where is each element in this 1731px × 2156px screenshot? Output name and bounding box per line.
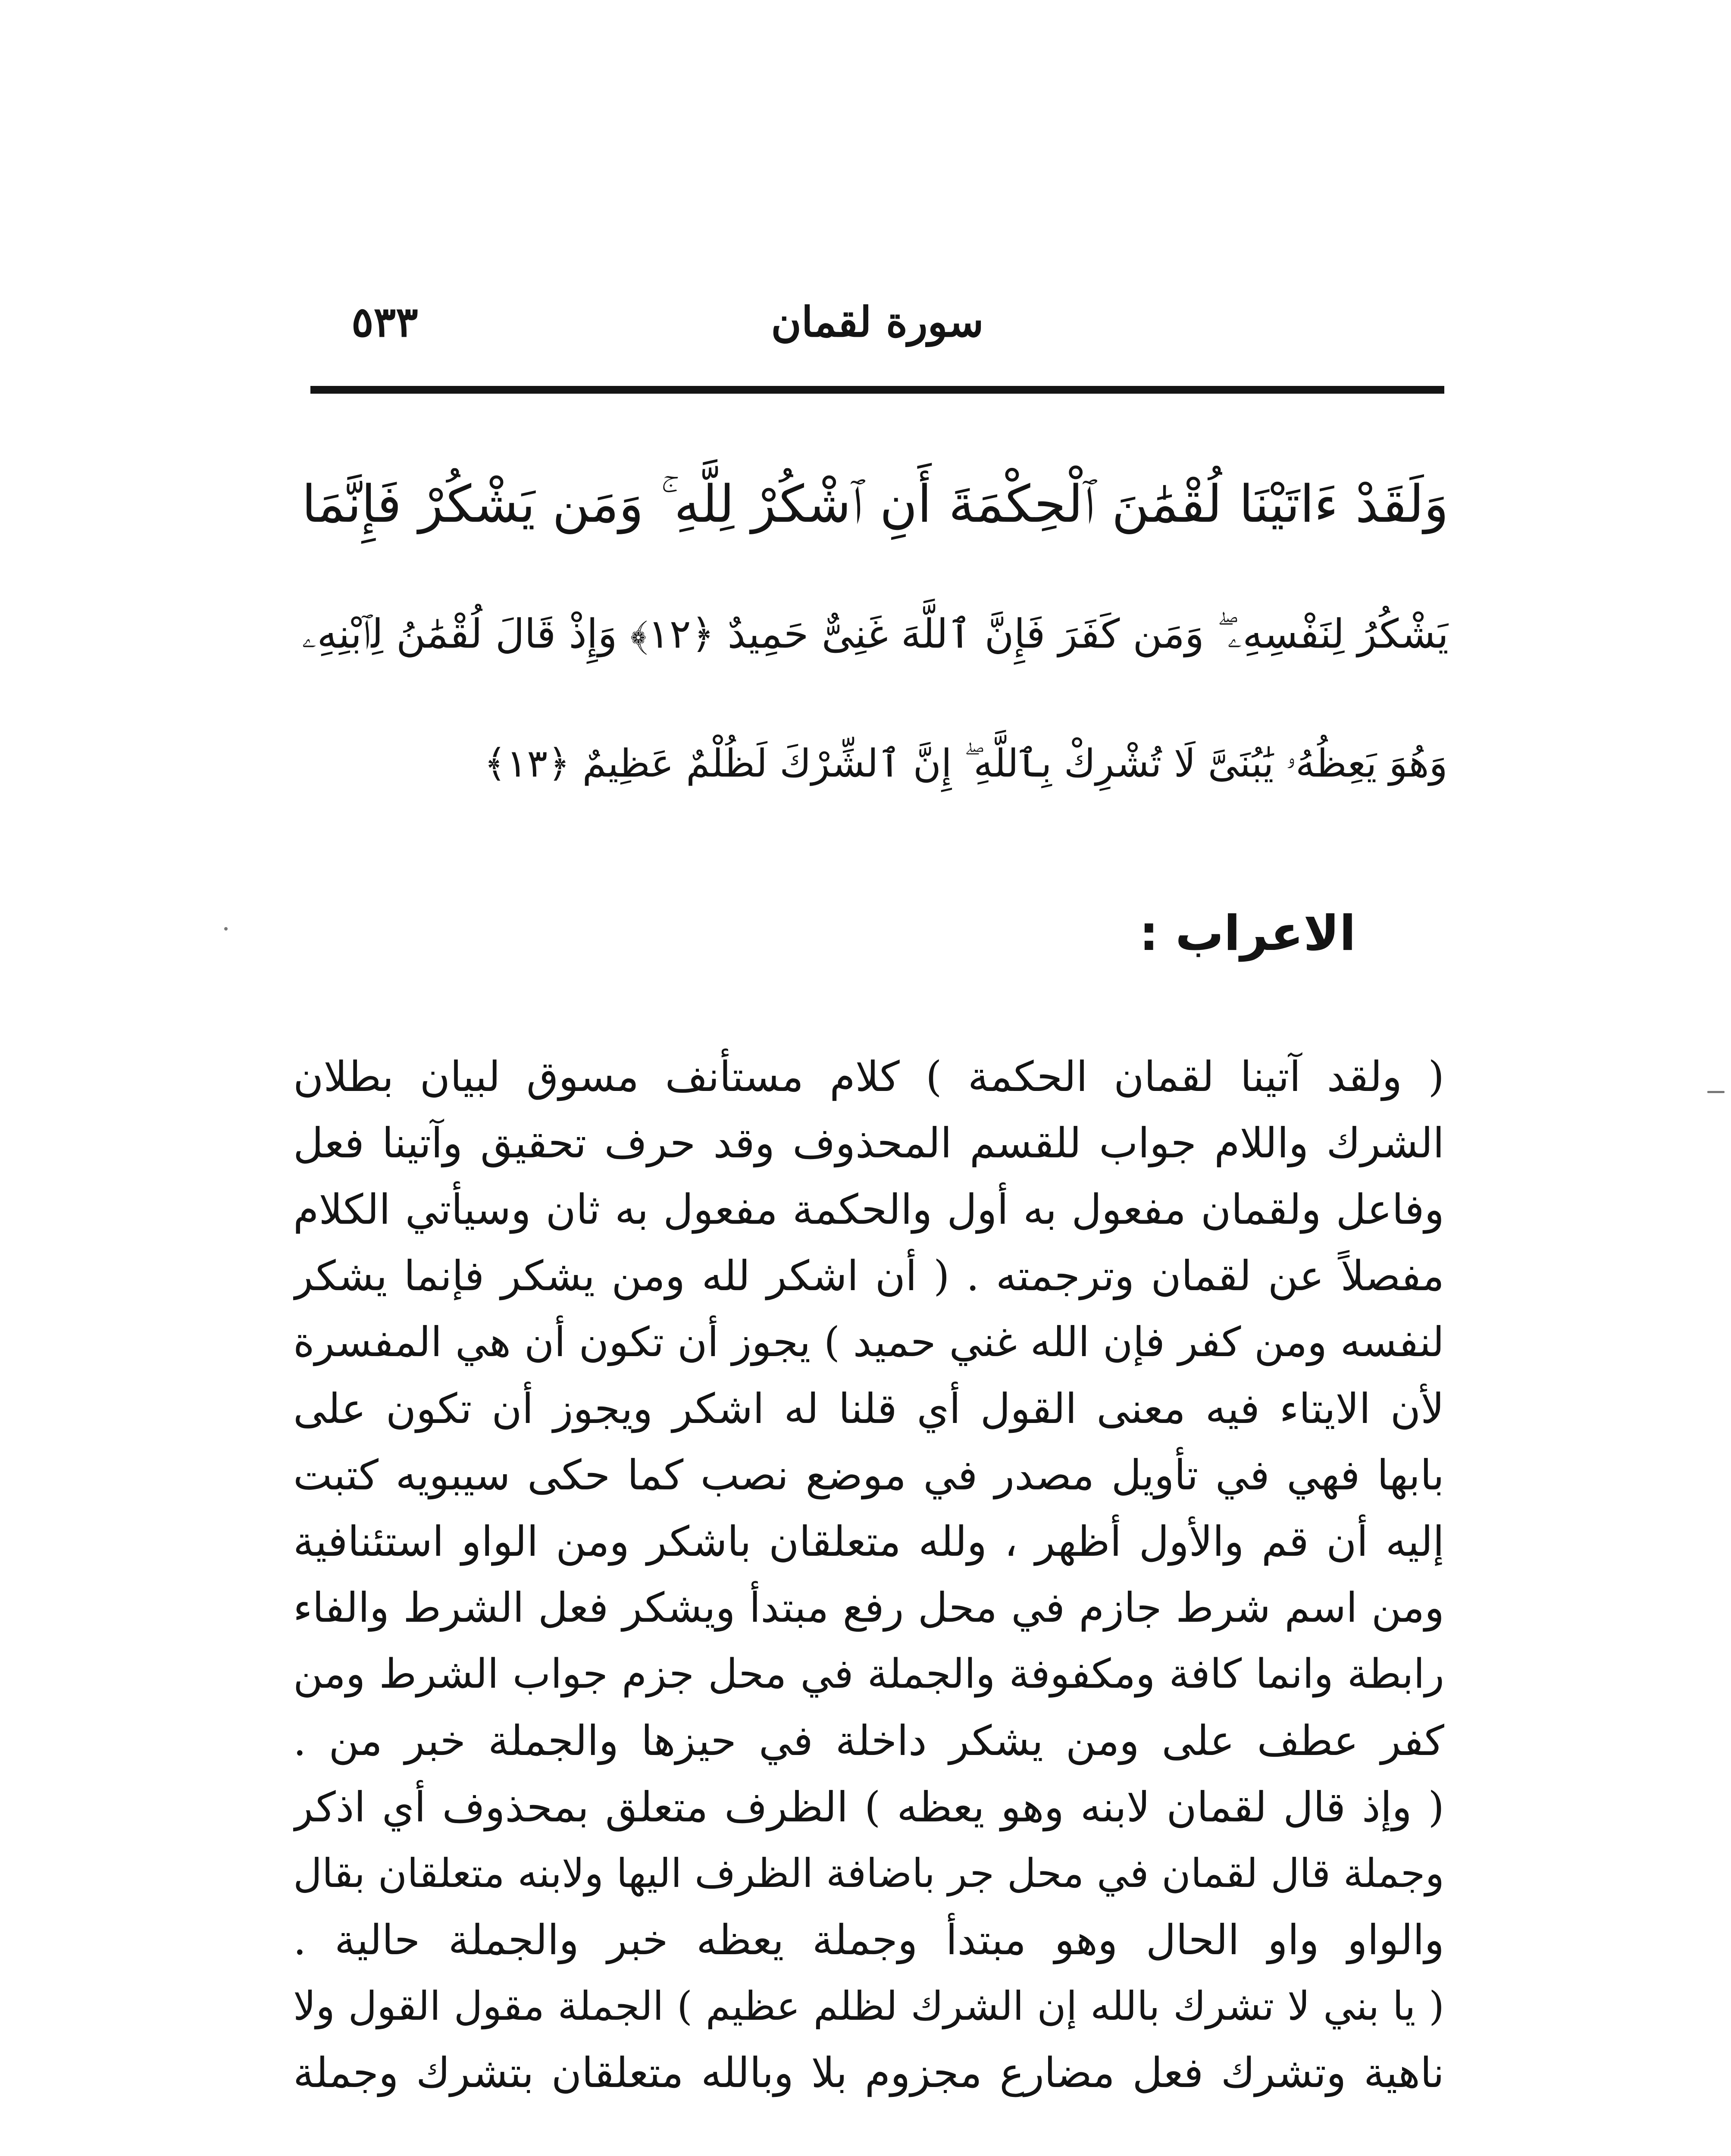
commentary-line: كفر عطف على ومن يشكر داخلة في حيزها والجملة خبر من . [293,1717,1444,1765]
commentary-line: لنفسه ومن كفر فإن الله غني حميد ) يجوز أن تكون أن هي المفسرة [293,1319,1444,1366]
commentary-line: وفاعل ولقمان مفعول به أول والحكمة مفعول به ثان وسيأتي الكلام [293,1185,1444,1234]
section-heading: الاعراب : [1139,906,1356,962]
commentary-line: مفصلاً عن لقمان وترجمته . ( أن اشكر لله ومن يشكر فإنما يشكر [293,1252,1444,1300]
commentary-line: ومن اسم شرط جازم في محل رفع مبتدأ ويشكر فعل الشرط والفاء [293,1584,1444,1632]
verse-line: يَشْكُرُ لِنَفْسِهِۦ ۖ وَمَن كَفَرَ فَإِنَّ ٱللَّهَ غَنِىٌّ حَمِيدٌ ﴿١٢﴾ وَإِذْ قَالَ لُقْمَٰنُ لِٱبْنِهِۦ [302,611,1449,657]
commentary-line: ( ولقد آتينا لقمان الحكمة ) كلام مستأنف مسوق لبيان بطلان [293,1053,1444,1101]
commentary-line: ناهية وتشرك فعل مضارع مجزوم بلا وبالله متعلقان بتشرك وجملة [293,2049,1444,2097]
header-rule [310,386,1444,394]
scan-speck [1707,1091,1725,1093]
commentary-line: الشرك واللام جواب للقسم المحذوف وقد حرف تحقيق وآتينا فعل [293,1119,1444,1167]
verse-line: وَلَقَدْ ءَاتَيْنَا لُقْمَٰنَ ٱلْحِكْمَةَ أَنِ ٱشْكُرْ لِلَّهِ ۚ وَمَن يَشْكُرْ فَإِنَّمَا [302,475,1449,534]
verse-line: وَهُوَ يَعِظُهُۥ يَٰبُنَىَّ لَا تُشْرِكْ بِٱللَّهِ ۖ إِنَّ ٱلشِّرْكَ لَظُلْمٌ عَظِيمٌ ﴿١٣﴾ [484,741,1448,786]
page-number: ٥٣٣ [351,298,418,346]
commentary-line: بابها فهي في تأويل مصدر في موضع نصب كما حكى سيبويه كتبت [293,1451,1444,1499]
running-header [310,280,1444,367]
commentary-line: رابطة وانما كافة ومكفوفة والجملة في محل جزم جواب الشرط ومن [293,1651,1444,1698]
commentary-line: ( وإذ قال لقمان لابنه وهو يعظه ) الظرف متعلق بمحذوف أي اذكر [293,1783,1444,1831]
surah-title: سورة لقمان [771,298,984,346]
scan-speck [224,927,228,931]
commentary-line: وجملة قال لقمان في محل جر باضافة الظرف اليها ولابنه متعلقان بقال [293,1850,1444,1896]
commentary-line: لأن الايتاء فيه معنى القول أي قلنا له اشكر ويجوز أن تكون على [293,1385,1444,1433]
commentary-line: والواو واو الحال وهو مبتدأ وجملة يعظه خبر والجملة حالية . [293,1916,1444,1964]
quran-verse-block [302,440,1449,828]
commentary-line: ( يا بني لا تشرك بالله إن الشرك لظلم عظيم ) الجملة مقول القول ولا [293,1983,1444,2029]
commentary-line: إليه أن قم والأول أظهر ، ولله متعلقان باشكر ومن الواو استئنافية [293,1517,1444,1566]
commentary-text [293,1044,1444,2106]
